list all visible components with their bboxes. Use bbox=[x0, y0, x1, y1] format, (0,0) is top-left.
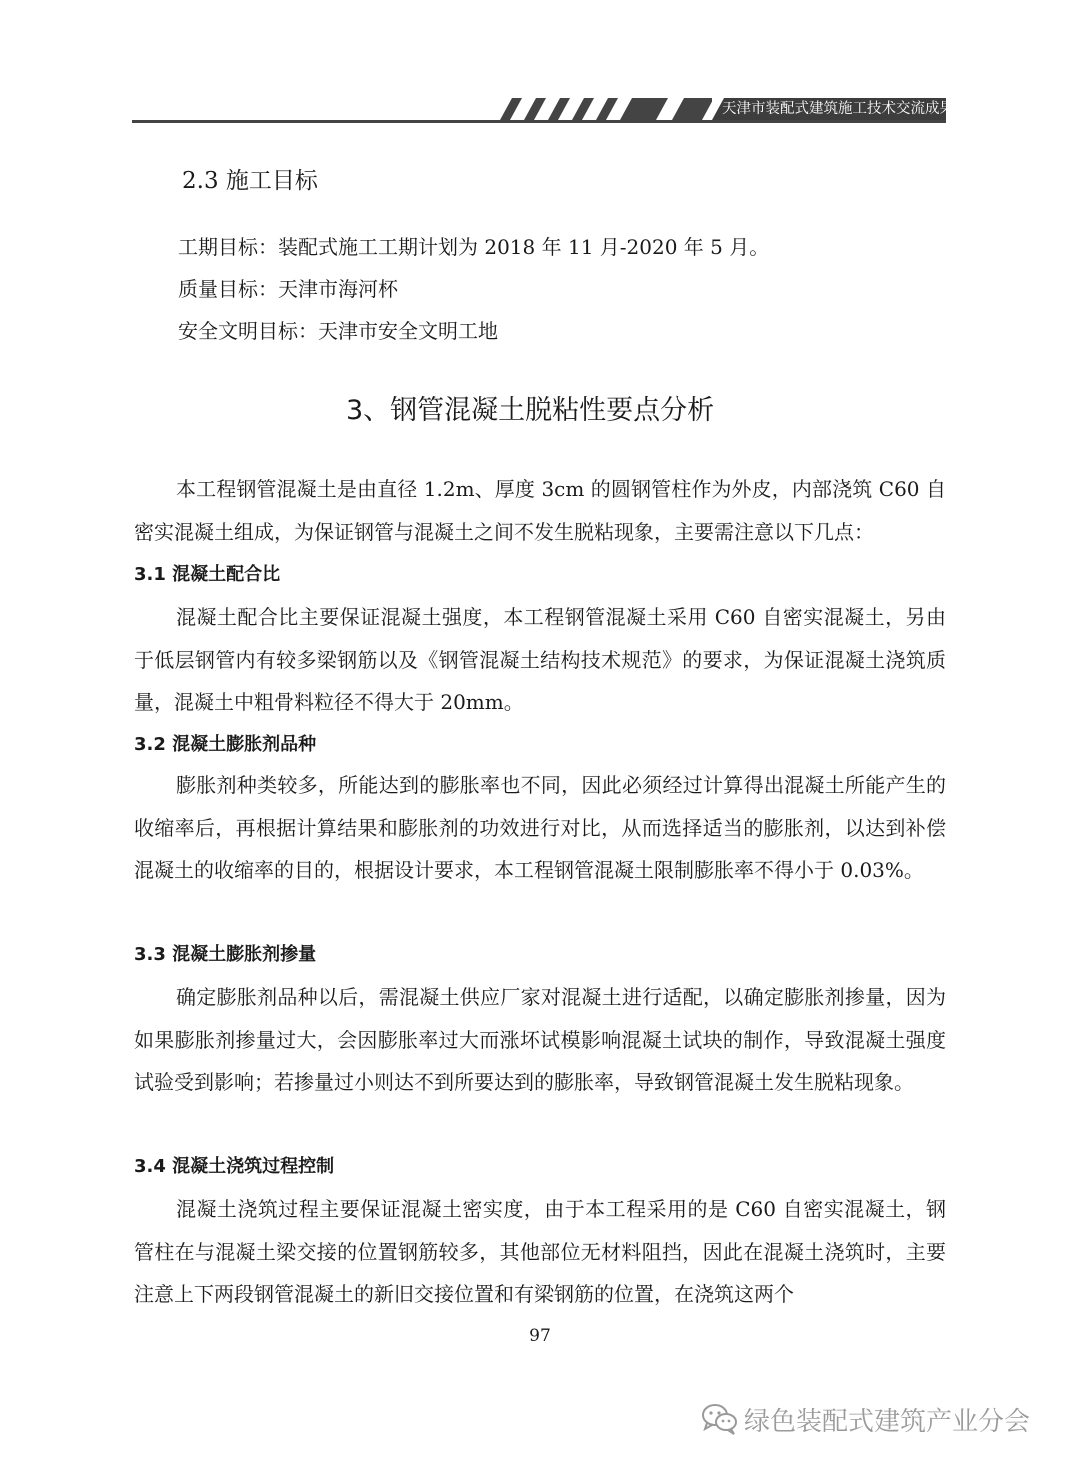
header-stripes-decoration bbox=[492, 98, 712, 120]
wechat-icon bbox=[700, 1401, 740, 1437]
subsection-3-3-heading: 3.3 混凝土膨胀剂掺量 bbox=[134, 944, 317, 965]
subsection-3-3-text: 确定膨胀剂品种以后，需混凝土供应厂家对混凝土进行适配，以确定膨胀剂掺量，因为如果膨胀剂掺量过大，会因膨胀率过大而涨坏试模影响混凝土试块的制作，导致混凝土强度试验受到影响；若掺量过小则达不到所要达到的膨胀率，导致钢管混凝土发生脱粘现象。 bbox=[134, 985, 946, 1094]
running-header bbox=[132, 98, 1035, 122]
page-number: 97 bbox=[529, 1326, 551, 1346]
header-rule bbox=[132, 120, 946, 123]
goal-quality: 质量目标：天津市海河杯 bbox=[178, 277, 398, 301]
watermark-text: 绿色装配式建筑产业分会 bbox=[744, 1406, 1031, 1437]
goal-safety: 安全文明目标：天津市安全文明工地 bbox=[178, 319, 498, 343]
subsection-3-2-text: 膨胀剂种类较多，所能达到的膨胀率也不同，因此必须经过计算得出混凝土所能产生的收缩率后，再根据计算结果和膨胀剂的功效进行对比，从而选择适当的膨胀剂，以达到补偿混凝土的收缩率的目的，根据设计要求，本工程钢管混凝土限制膨胀率不得小于 0.03%。 bbox=[134, 773, 946, 882]
section-2-3-heading: 2.3 施工目标 bbox=[182, 168, 318, 194]
subsection-3-1-text: 混凝土配合比主要保证混凝土强度，本工程钢管混凝土采用 C60 自密实混凝土，另由于低层钢管内有较多梁钢筋以及《钢管混凝土结构技术规范》的要求，为保证混凝土浇筑质量，混凝土中粗骨料粒径不得大于 20mm。 bbox=[134, 605, 946, 714]
subsection-3-2-heading: 3.2 混凝土膨胀剂品种 bbox=[134, 734, 317, 755]
watermark bbox=[700, 1398, 1030, 1440]
subsection-3-1-heading: 3.1 混凝土配合比 bbox=[134, 564, 281, 585]
goal-schedule: 工期目标：装配式施工工期计划为 2018 年 11 月-2020 年 5 月。 bbox=[178, 235, 770, 259]
section-3-intro: 本工程钢管混凝土是由直径 1.2m、厚度 3cm 的圆钢管柱作为外皮，内部浇筑 C60 自密实混凝土组成，为保证钢管与混凝土之间不发生脱粘现象，主要需注意以下几点： bbox=[134, 477, 946, 544]
subsection-3-4-heading: 3.4 混凝土浇筑过程控制 bbox=[134, 1156, 335, 1177]
section-3-heading: 3、钢管混凝土脱粘性要点分析 bbox=[346, 395, 715, 426]
header-title: 天津市装配式建筑施工技术交流成果（2019版） bbox=[722, 101, 1035, 117]
subsection-3-4-text: 混凝土浇筑过程主要保证混凝土密实度，由于本工程采用的是 C60 自密实混凝土，钢管柱在与混凝土梁交接的位置钢筋较多，其他部位无材料阻挡，因此在混凝土浇筑时，主要注意上下两段钢管混凝土的新旧交接位置和有梁钢筋的位置，在浇筑这两个 bbox=[134, 1197, 946, 1306]
